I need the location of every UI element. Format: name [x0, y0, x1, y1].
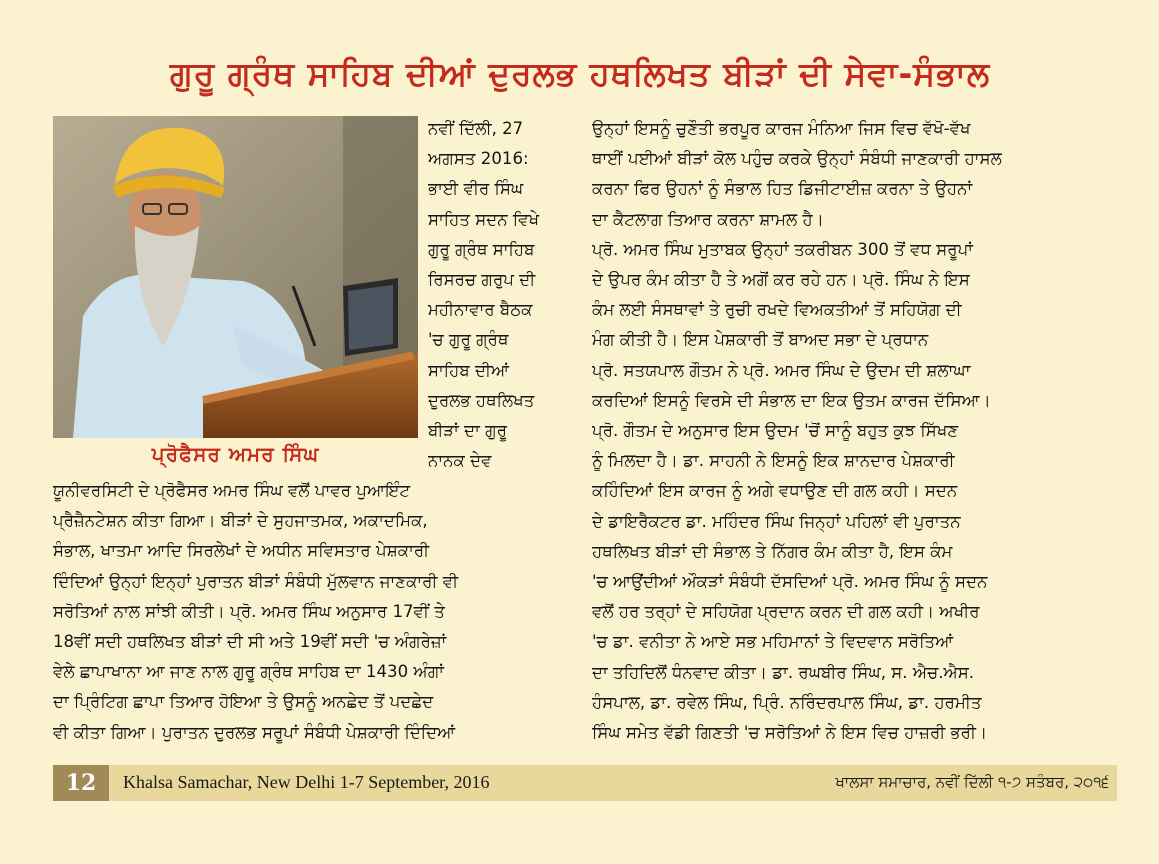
right-line: ਕਰਨਾ ਫਿਰ ਉਹਨਾਂ ਨੂੰ ਸੰਭਾਲ ਹਿਤ ਡਿਜੀਟਾਈਜ਼ ਕਰਨਾ ਤੇ ਉਹਨਾਂ — [592, 179, 973, 199]
right-line: ਨੂੰ ਮਿਲਦਾ ਹੈ। ਡਾ. ਸਾਹਨੀ ਨੇ ਇਸਨੂੰ ਇਕ ਸ਼ਾਨਦਾਰ ਪੇਸ਼ਕਾਰੀ — [592, 451, 955, 471]
right-line: ਦੇ ਉਪਰ ਕੰਮ ਕੀਤਾ ਹੈ ਤੇ ਅਗੋਂ ਕਰ ਰਹੇ ਹਨ। ਪ੍ਰੋ. ਸਿੰਘ ਨੇ ਇਸ — [592, 270, 970, 290]
right-line: ਕੰਮ ਲਈ ਸੰਸਥਾਵਾਂ ਤੇ ਰੁਚੀ ਰਖਦੇ ਵਿਅਕਤੀਆਂ ਤੋਂ ਸਹਿਯੋਗ ਦੀ — [592, 300, 962, 320]
page-number: 12 — [53, 765, 109, 801]
narrow-line: ਅਗਸਤ 2016: — [428, 149, 529, 169]
right-line: ਵਲੋਂ ਹਰ ਤਰ੍ਹਾਂ ਦੇ ਸਹਿਯੋਗ ਪ੍ਰਦਾਨ ਕਰਨ ਦੀ ਗਲ ਕਹੀ। ਅਖੀਰ — [592, 602, 980, 622]
left-line: ਸਰੋਤਿਆਂ ਨਾਲ ਸਾਂਝੀ ਕੀਤੀ। ਪ੍ਰੋ. ਅਮਰ ਸਿੰਘ ਅਨੁਸਾਰ 17ਵੀਂ ਤੇ — [53, 601, 445, 621]
footer-publication-english: Khalsa Samachar, New Delhi 1-7 September, 2016 — [123, 772, 490, 792]
left-line: ਵੀ ਕੀਤਾ ਗਿਆ। ਪੁਰਾਤਨ ਦੁਰਲਭ ਸਰੂਪਾਂ ਸੰਬੰਧੀ ਪੇਸ਼ਕਾਰੀ ਦਿੰਦਿਆਂ — [53, 722, 456, 742]
narrow-line: ਭਾਈ ਵੀਰ ਸਿੰਘ — [428, 179, 524, 199]
speaker-photo-image — [53, 116, 418, 438]
narrow-line: ਨਾਨਕ ਦੇਵ — [428, 451, 492, 471]
right-line: ਦੇ ਡਾਇਰੈਕਟਰ ਡਾ. ਮਹਿੰਦਰ ਸਿੰਘ ਜਿਨ੍ਹਾਂ ਪਹਿਲਾਂ ਵੀ ਪੁਰਾਤਨ — [592, 511, 961, 531]
right-line: ਪ੍ਰੋ. ਸਤਯਪਾਲ ਗੌਤਮ ਨੇ ਪ੍ਰੋ. ਅਮਰ ਸਿੰਘ ਦੇ ਉਦਮ ਦੀ ਸ਼ਲਾਘਾ — [592, 360, 971, 380]
page-footer — [53, 765, 1117, 801]
narrow-line: ਮਹੀਨਾਵਾਰ ਬੈਠਕ — [428, 300, 533, 320]
right-line: ਥਾਈਂ ਪਈਆਂ ਬੀੜਾਂ ਕੋਲ ਪਹੁੰਚ ਕਰਕੇ ਉਨ੍ਹਾਂ ਸੰਬੰਧੀ ਜਾਣਕਾਰੀ ਹਾਸਲ — [592, 149, 1002, 169]
narrow-line: ਨਵੀਂ ਦਿੱਲੀ, 27 — [428, 119, 524, 138]
right-line: 'ਚ ਡਾ. ਵਨੀਤਾ ਨੇ ਆਏ ਸਭ ਮਹਿਮਾਨਾਂ ਤੇ ਵਿਦਵਾਨ ਸਰੋਤਿਆਂ — [592, 632, 954, 652]
right-line: ਮੰਗ ਕੀਤੀ ਹੈ। ਇਸ ਪੇਸ਼ਕਾਰੀ ਤੋਂ ਬਾਅਦ ਸਭਾ ਦੇ ਪ੍ਰਧਾਨ — [592, 330, 929, 350]
right-line: ਪ੍ਰੋ. ਗੌਤਮ ਦੇ ਅਨੁਸਾਰ ਇਸ ਉਦਮ 'ਚੋਂ ਸਾਨੂੰ ਬਹੁਤ ਕੁਝ ਸਿੱਖਣ — [592, 421, 959, 441]
right-line: 'ਚ ਆਉਂਦੀਆਂ ਔਕੜਾਂ ਸੰਬੰਧੀ ਦੱਸਦਿਆਂ ਪ੍ਰੋ. ਅਮਰ ਸਿੰਘ ਨੂੰ ਸਦਨ — [592, 572, 988, 592]
narrow-line: ਗੁਰੂ ਗ੍ਰੰਥ ਸਾਹਿਬ — [428, 239, 535, 259]
narrow-line: ਸਾਹਿਤ ਸਦਨ ਵਿਖੇ — [428, 209, 540, 229]
narrow-line: ਰਿਸਰਚ ਗਰੁਪ ਦੀ — [428, 270, 536, 290]
left-line: ਯੂਨੀਵਰਸਿਟੀ ਦੇ ਪ੍ਰੋਫੈਸਰ ਅਮਰ ਸਿੰਘ ਵਲੋਂ ਪਾਵਰ ਪੁਆਇੰਟ — [53, 481, 411, 500]
photo-caption: ਪ੍ਰੋਫੈਸਰ ਅਮਰ ਸਿੰਘ — [151, 442, 320, 466]
right-line: ਹਥਲਿਖਤ ਬੀੜਾਂ ਦੀ ਸੰਭਾਲ ਤੇ ਨਿੱਗਰ ਕੰਮ ਕੀਤਾ ਹੈ, ਇਸ ਕੰਮ — [592, 541, 953, 561]
right-line: ਉਨ੍ਹਾਂ ਇਸਨੂੰ ਚੁਣੌਤੀ ਭਰਪੂਰ ਕਾਰਜ ਮੰਨਿਆ ਜਿਸ ਵਿਚ ਵੱਖੋ-ਵੱਖ — [592, 119, 971, 138]
narrow-line: ਬੀੜਾਂ ਦਾ ਗੁਰੂ — [428, 421, 507, 441]
left-line: ਪ੍ਰੈਜ਼ੈਨਟੇਸ਼ਨ ਕੀਤਾ ਗਿਆ। ਬੀੜਾਂ ਦੇ ਸੁਹਜਾਤਮਕ, ਅਕਾਦਮਿਕ, — [53, 511, 428, 531]
left-column — [53, 476, 575, 748]
left-line: ਸੰਭਾਲ, ਖਾਤਮਾ ਆਦਿ ਸਿਰਲੇਖਾਂ ਦੇ ਅਧੀਨ ਸਵਿਸਤਾਰ ਪੇਸ਼ਕਾਰੀ — [53, 541, 430, 561]
right-column — [592, 114, 1117, 748]
footer-publication-punjabi: ਖਾਲਸਾ ਸਮਾਚਾਰ, ਨਵੀਂ ਦਿੱਲੀ ੧-੭ ਸਤੰਬਰ, ੨੦੧੬ — [835, 773, 1109, 791]
narrow-column — [428, 114, 576, 476]
headline: ਗੁਰੂ ਗ੍ਰੰਥ ਸਾਹਿਬ ਦੀਆਂ ਦੁਰਲਭ ਹਥਲਿਖਤ ਬੀੜਾਂ ਦੀ ਸੇਵਾ-ਸੰਭਾਲ — [169, 54, 991, 93]
right-line: ਕਰਦਿਆਂ ਇਸਨੂੰ ਵਿਰਸੇ ਦੀ ਸੰਭਾਲ ਦਾ ਇਕ ਉਤਮ ਕਾਰਜ ਦੱਸਿਆ। — [592, 390, 991, 410]
narrow-line: ਦੁਰਲਭ ਹਥਲਿਖਤ — [428, 390, 535, 410]
right-line: ਦਾ ਤਹਿਦਿਲੋਂ ਧੰਨਵਾਦ ਕੀਤਾ। ਡਾ. ਰਘਬੀਰ ਸਿੰਘ, ਸ. ਐਚ.ਐਸ. — [592, 662, 975, 682]
right-line: ਦਾ ਕੈਟਲਾਗ ਤਿਆਰ ਕਰਨਾ ਸ਼ਾਮਲ ਹੈ। — [592, 209, 824, 229]
left-line: ਦਿੰਦਿਆਂ ਉਨ੍ਹਾਂ ਇਨ੍ਹਾਂ ਪੁਰਾਤਨ ਬੀੜਾਂ ਸੰਬੰਧੀ ਮੁੱਲਵਾਨ ਜਾਣਕਾਰੀ ਵੀ — [53, 571, 459, 591]
right-line: ਪ੍ਰੋ. ਅਮਰ ਸਿੰਘ ਮੁਤਾਬਕ ਉਨ੍ਹਾਂ ਤਕਰੀਬਨ 300 ਤੋਂ ਵਧ ਸਰੂਪਾਂ — [592, 239, 973, 259]
right-line: ਹੰਸਪਾਲ, ਡਾ. ਰਵੇਲ ਸਿੰਘ, ਪ੍ਰਿੰ. ਨਰਿੰਦਰਪਾਲ ਸਿੰਘ, ਡਾ. ਹਰਮੀਤ — [592, 692, 982, 712]
left-line: ਦਾ ਪ੍ਰਿੰਟਿਗ ਛਾਪਾ ਤਿਆਰ ਹੋਇਆ ਤੇ ਉਸਨੂੰ ਅਨਛੇਦ ਤੋਂ ਪਦਛੇਦ — [53, 692, 434, 712]
speaker-photo — [53, 116, 418, 438]
right-line: ਕਹਿੰਦਿਆਂ ਇਸ ਕਾਰਜ ਨੂੰ ਅਗੇ ਵਧਾਉਣ ਦੀ ਗਲ ਕਹੀ। ਸਦਨ — [592, 481, 958, 501]
right-line: ਸਿੰਘ ਸਮੇਤ ਵੱਡੀ ਗਿਣਤੀ 'ਚ ਸਰੋਤਿਆਂ ਨੇ ਇਸ ਵਿਚ ਹਾਜ਼ਰੀ ਭਰੀ। — [592, 723, 988, 743]
left-line: 18ਵੀਂ ਸਦੀ ਹਥਲਿਖਤ ਬੀੜਾਂ ਦੀ ਸੀ ਅਤੇ 19ਵੀਂ ਸਦੀ 'ਚ ਅੰਗਰੇਜ਼ਾਂ — [53, 632, 447, 652]
narrow-line: 'ਚ ਗੁਰੂ ਗ੍ਰੰਥ — [428, 330, 509, 350]
left-line: ਵੇਲੇ ਛਾਪਾਖਾਨਾ ਆ ਜਾਣ ਨਾਲ ਗੁਰੂ ਗ੍ਰੰਥ ਸਾਹਿਬ ਦਾ 1430 ਅੰਗਾਂ — [53, 662, 444, 682]
narrow-line: ਸਾਹਿਬ ਦੀਆਂ — [428, 360, 510, 380]
